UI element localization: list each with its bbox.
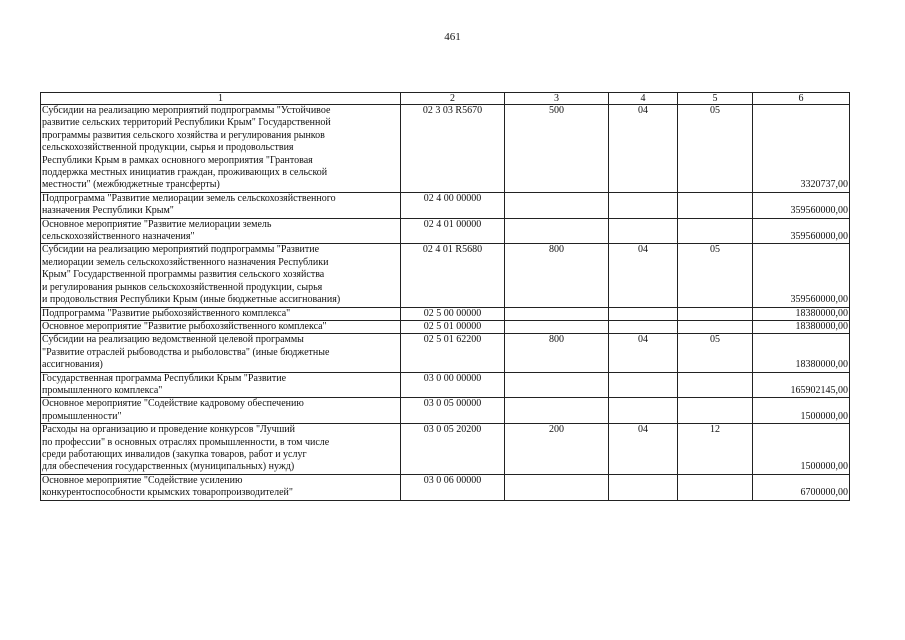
row-target-code: 02 5 00 00000 <box>401 307 505 320</box>
row-amount: 1500000,00 <box>753 424 850 475</box>
header-col-2: 2 <box>401 93 505 105</box>
header-col-3: 3 <box>505 93 609 105</box>
table-header-row <box>41 93 850 105</box>
table-row <box>41 105 850 193</box>
row-expense-type <box>505 398 609 424</box>
table-row <box>41 424 850 475</box>
row-name: Основное мероприятие "Содействие усилению конкурентоспособности крымских товаропроизводителей" <box>41 474 401 500</box>
table-row <box>41 307 850 320</box>
row-amount: 18380000,00 <box>753 320 850 333</box>
row-amount: 359560000,00 <box>753 244 850 307</box>
row-target-code: 03 0 05 00000 <box>401 398 505 424</box>
row-subsection <box>678 474 753 500</box>
row-name: Субсидии на реализацию мероприятий подпрограммы "Развитие мелиорации земель сельскохозяйственного назначения Республики Крым" Государственной программы развития сельского хозяйства и регулирования рынков сельскохозяйственной продукции, сырья и продовольствия Республики Крым (иные бюджетные ассигнования) <box>41 244 401 307</box>
row-subsection <box>678 192 753 218</box>
row-target-code: 02 5 01 62200 <box>401 334 505 372</box>
row-section <box>609 307 678 320</box>
row-name: Расходы на организацию и проведение конкурсов "Лучший по профессии" в основных отраслях промышленности, в том числе среди работающих инвалидов (закупка товаров, работ и услуг для обеспечения государственных (муниципальных) нужд) <box>41 424 401 475</box>
row-section: 04 <box>609 244 678 307</box>
row-expense-type: 500 <box>505 105 609 193</box>
row-expense-type <box>505 372 609 398</box>
row-expense-type: 200 <box>505 424 609 475</box>
row-section <box>609 474 678 500</box>
row-amount: 359560000,00 <box>753 192 850 218</box>
row-target-code: 02 4 00 00000 <box>401 192 505 218</box>
row-expense-type <box>505 192 609 218</box>
budget-table <box>40 92 850 501</box>
row-subsection: 05 <box>678 105 753 193</box>
row-subsection <box>678 372 753 398</box>
row-amount: 359560000,00 <box>753 218 850 244</box>
row-subsection <box>678 320 753 333</box>
row-amount: 1500000,00 <box>753 398 850 424</box>
row-target-code: 03 0 05 20200 <box>401 424 505 475</box>
row-subsection <box>678 398 753 424</box>
row-section: 04 <box>609 334 678 372</box>
row-target-code: 02 4 01 00000 <box>401 218 505 244</box>
row-amount: 6700000,00 <box>753 474 850 500</box>
row-section <box>609 372 678 398</box>
row-expense-type <box>505 307 609 320</box>
table-row <box>41 474 850 500</box>
row-section <box>609 398 678 424</box>
row-target-code: 03 0 00 00000 <box>401 372 505 398</box>
table-row <box>41 334 850 372</box>
row-name: Государственная программа Республики Крым "Развитие промышленного комплекса" <box>41 372 401 398</box>
row-expense-type <box>505 474 609 500</box>
row-amount: 18380000,00 <box>753 334 850 372</box>
row-name: Основное мероприятие "Развитие рыбохозяйственного комплекса" <box>41 320 401 333</box>
row-name: Подпрограмма "Развитие рыбохозяйственного комплекса" <box>41 307 401 320</box>
row-target-code: 02 3 03 R5670 <box>401 105 505 193</box>
header-col-5: 5 <box>678 93 753 105</box>
row-target-code: 02 4 01 R5680 <box>401 244 505 307</box>
row-subsection <box>678 218 753 244</box>
row-subsection <box>678 307 753 320</box>
row-expense-type: 800 <box>505 244 609 307</box>
row-name: Основное мероприятие "Развитие мелиорации земель сельскохозяйственного назначения" <box>41 218 401 244</box>
page-number: 461 <box>444 31 461 43</box>
table-row <box>41 398 850 424</box>
table-row <box>41 244 850 307</box>
row-section: 04 <box>609 424 678 475</box>
row-subsection: 05 <box>678 334 753 372</box>
table-row <box>41 192 850 218</box>
row-section <box>609 218 678 244</box>
table-row <box>41 372 850 398</box>
row-name: Подпрограмма "Развитие мелиорации земель сельскохозяйственного назначения Республики Крым" <box>41 192 401 218</box>
header-col-1: 1 <box>41 93 401 105</box>
row-amount: 18380000,00 <box>753 307 850 320</box>
row-name: Субсидии на реализацию ведомственной целевой программы "Развитие отраслей рыбоводства и рыболовства" (иные бюджетные ассигнования) <box>41 334 401 372</box>
budget-table-body <box>41 93 850 501</box>
row-expense-type <box>505 320 609 333</box>
row-subsection: 12 <box>678 424 753 475</box>
row-amount: 165902145,00 <box>753 372 850 398</box>
header-col-6: 6 <box>753 93 850 105</box>
row-target-code: 02 5 01 00000 <box>401 320 505 333</box>
row-name: Субсидии на реализацию мероприятий подпрограммы "Устойчивое развитие сельских территорий Республики Крым" Государственной программы развития сельского хозяйства и регулирования рынков сельскохозяйственной продукции, сырья и продовольствия Республики Крым в рамках основного мероприятия "Грантовая поддержка местных инициатив граждан, проживающих в сельской местности" (межбюджетные трансферты) <box>41 105 401 193</box>
row-section: 04 <box>609 105 678 193</box>
row-name: Основное мероприятие "Содействие кадровому обеспечению промышленности" <box>41 398 401 424</box>
row-section <box>609 320 678 333</box>
row-expense-type <box>505 218 609 244</box>
row-expense-type: 800 <box>505 334 609 372</box>
row-amount: 3320737,00 <box>753 105 850 193</box>
row-subsection: 05 <box>678 244 753 307</box>
row-section <box>609 192 678 218</box>
header-col-4: 4 <box>609 93 678 105</box>
table-row <box>41 218 850 244</box>
row-target-code: 03 0 06 00000 <box>401 474 505 500</box>
table-row <box>41 320 850 333</box>
